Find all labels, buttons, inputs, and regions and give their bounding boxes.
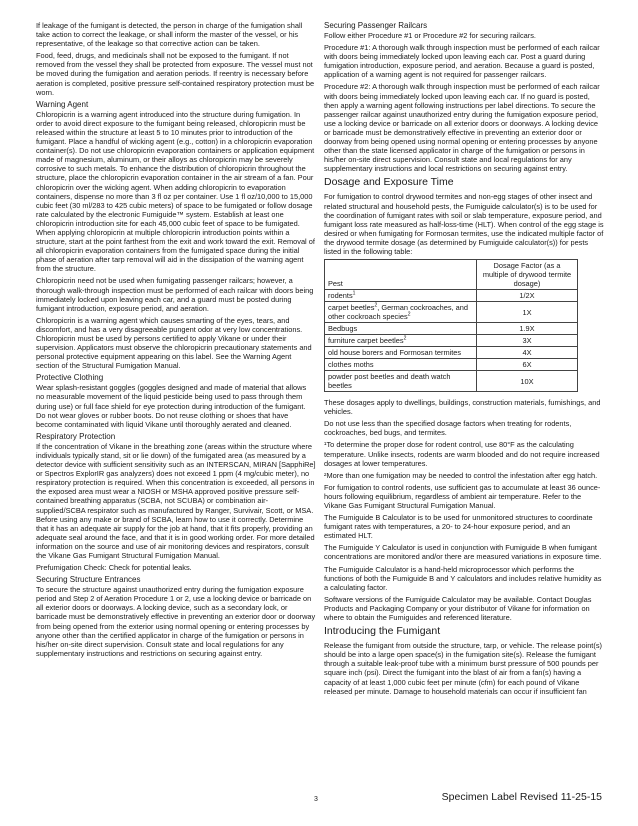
footnote-1: ¹To determine the proper dose for rodent control, use 80°F as the calculating temperature. Unlike insects, rodents are warm blooded and do not require increased dosages at lower temperatures. [324,440,600,468]
pest-cell: carpet beetles$^2$, German cockroaches, and other cockroach species$^2$ [325,302,477,323]
protective-clothing-heading: Protective Clothing [36,373,104,383]
prefumigation-check-paragraph: Prefumigation Check: Check for potential leaks. [36,563,192,573]
railcar-chloropicrin-paragraph: Chloropicrin need not be used when fumigating passenger railcars; however, a thorough walk-through inspection must be performed of each railcar with doors being immediately locked upon leaving each car, and a guard must be posted during fumigant introduction, exposure period, and aeration. [36,276,314,313]
leakage-paragraph: If leakage of the fumigant is detected, the person in charge of the fumigation shall take action to correct the leakage, or shall inform the master of the vessel, or his representative, of the leakage so that corrective action can be taken. [36,21,303,49]
table-row [325,323,578,335]
factor-cell: 4X [477,347,578,359]
securing-railcars-heading: Securing Passenger Railcars [324,21,428,30]
introducing-fumigant-paragraph: Release the fumigant from outside the structure, tarp, or vehicle. The release point(s) should be into a large open space(s) in the fumigation site(s). Release the fumigant through a suitable leak-proof tube with a minimum burst pressure of 500 pounds per square inch (psi). Direct the fumigant into the blast of air from a fan(s) having a capacity of at least 1,000 cubic feet per minute (cfm) for each pound of Vikane released per minute. Damage to household materials can occur if insufficient fan [324,641,602,696]
factor-cell: 1X [477,302,578,323]
software-versions-paragraph: Software versions of the Fumiguide Calculator may be available. Contact Douglas Products and Packaging Company or your distributor of Vikane for information on where to obtain the Fumiguides and referenced literature. [324,594,592,623]
rodent-fumigation-paragraph: For fumigation to control rodents, use sufficient gas to accumulate at least 36 ounce-hours following equilibrium, regardless of ambient air temperature. Refer to the Vikane Gas Fumigant Structural Fumigation Manual. [324,482,601,510]
pest-cell: furniture carpet beetles$^2$ [325,335,477,347]
securing-structure-paragraph: To secure the structure against unauthorized entry during the fumigation exposure period and Step 2 of Aeration Procedure 1 or 2, use a locking device or barricade on all exterior doors or doorways. A locking device, such as a secondary lock, or barricade must be demonstratively effective in preventing an exterior door or doorway from being opened from the exterior using normal opening or entering processes by anyone other than the certified applicator in charge of the fumigation or persons in his/her on-site direct supervision. Consult state and local regulations for any supplementary instructions and restrictions on securing against entry. [36,585,316,658]
minimum-dosage-paragraph: Do not use less than the specified dosage factors when treating for rodents, cockroaches, bed bugs, and termites. [324,419,572,438]
table-row [325,347,578,359]
dosage-factor-column-header: Dosage Factor (as a multiple of drywood termite dosage) [477,260,578,290]
chloropicrin-description-paragraph: Chloropicrin is a warning agent which causes smarting of the eyes, tears, and discomfort, and has a very disagreeable pungent odor at very low concentrations. Chloropicrin must be used by persons certified to apply Vikane or under their supervision. Applicators must observe the chloropicrin precautionary statements and personal protective equipment appearing on this label. See the Warning Agent section of the Structural Fumigation Manual. [36,315,312,371]
fumiguide-y-paragraph: The Fumiguide Y Calculator is used in conjunction with Fumiguide B when fumigant concentrations are monitored and/or there are measured variations in exposure time. [324,543,602,562]
railcar-procedure-intro: Follow either Procedure #1 or Procedure #2 for securing railcars. [324,31,536,40]
dosage-table-header [325,260,578,290]
dosage-exposure-heading: Dosage and Exposure Time [324,176,454,189]
footnote-2: ²More than one fumigation may be needed to control the infestation after egg hatch. [324,470,598,480]
railcar-procedure-1: Procedure #1: A thorough walk through inspection must be performed of each railcar with doors being immediately locked upon leaving each car. Post a guard during fumigation introduction, exposure period, and aeration. Because a guard is posted, application of a warning agent is not required for passenger railcars. [324,43,600,80]
pest-cell: powder post beetles and death watch beetles [325,371,477,392]
respiratory-protection-heading: Respiratory Protection [36,431,116,441]
table-row [325,371,578,392]
introducing-fumigant-heading: Introducing the Fumigant [324,625,441,638]
warning-agent-paragraph: Chloropicrin is a warning agent introduced into the structure during fumigation. In order to avoid direct exposure to the fumigant being released, chloropicrin must be released within the structure at least 5 to 10 minutes prior to introduction of the fumigant. Place a handful of wicking agent (e.g., cotton) in a chloropicrin evaporation container(s). Do not use chloropicrin evaporation containers or application equipment made of magnesium, aluminum, or their alloys as chloropicrin may be severely corrosive to such metals. To enhance the distribution of chloropicrin throughout the structure, place the chloropicrin evaporation container in the air stream of a fan. Pour chloropicrin over the wicking agent. When adding chloropicrin to evaporation containers, dispense no more than 3 fl oz per container. Use 1 fl oz/10,000 to 15,000 cubic feet (30 ml/283 to 425 cubic meters) of space to be fumigated or follow dosage rate calculated by the electronic Fumiguide™ system. Establish at least one chloropicrin introduction site for each 45,000 cubic feet of space to be fumigated. When applying chloropicrin at multiple chloropicrin introduction points within a structure, start at the point farthest from the exit and work toward the exit. Removal of all chloropicrin evaporation containers from the fumigated space during the initial phase of aeration after tarp removal will aid in the dissipation of the warning agent from the structure. [36,109,315,274]
pest-cell: rodents$^1$ [325,290,477,302]
factor-cell: 3X [477,335,578,347]
factor-cell: 6X [477,359,578,371]
left-column [36,21,316,661]
pest-cell: clothes moths [325,359,477,371]
dosage-table [324,259,578,392]
table-row [325,335,578,347]
factor-cell: 10X [477,371,578,392]
pest-cell: old house borers and Formosan termites [325,347,477,359]
table-row [325,302,578,323]
page-number: 3 [314,796,318,803]
securing-structure-heading: Securing Structure Entrances [36,575,141,585]
warning-agent-heading: Warning Agent [36,99,89,109]
respiratory-protection-paragraph: If the concentration of Vikane in the breathing zone (areas within the structure where individuals typically stand, sit or lie down) of the fumigated area (as measured by a detector device with sufficient sensitivity such as an INTERSCAN, MIRAN [SapphiRe] or Spectros ExplorIR gas analyzers) does not exceed 1 ppm (4 mg/cubic meter), no respiratory protection is required. When this concentration is exceeded, all persons in the exposed area must wear a NIOSH or MSHA approved positive pressure self-contained breathing apparatus (SCBA, not SCUBA) or combination air-supplied/SCBA respirator such as manufactured by Ranger, Survivair, Scott, or MSA. Before using any make or brand of SCBA, learn how to use it correctly. Determine that it has an adequate air supply for the job at hand, that it fits properly, providing an adequate seal around the face, and that it is in good working order. For more detailed information on the source and use of air monitoring devices and respirators, consult the Vikane Gas Fumigant Structural Fumigation Manual. [36,441,316,560]
food-feed-paragraph: Food, feed, drugs, and medicinals shall not be exposed to the fumigant. If not removed from the vessel they shall be protected from exposure. The vessel must not be moved during the fumigation and aeration periods. If reentry is necessary before aeration is completed, positive pressure self-contained respiratory protection must be worn. [36,51,315,97]
factor-cell: 1/2X [477,290,578,302]
right-column [324,21,604,699]
dosages-apply-paragraph: These dosages apply to dwellings, buildings, construction materials, furnishings, and vehicles. [324,398,601,417]
table-row [325,290,578,302]
pest-cell: Bedbugs [325,323,477,335]
factor-cell: 1.9X [477,323,578,335]
dosage-intro-paragraph: For fumigation to control drywood termites and non-egg stages of other insect and related structural and household pests, the Fumiguide calculator(s) is to be used for the coordination of fumigant rates with soil or slab temperature, exposure period, and fumigant loss rate measured as half-loss-time (HLT). When control of the egg stage is desired or when fumigating for Formosan termites, use the indicated multiple factor of the drywood termite dosage (as determined by Fumiguide calculator(s)) for pests listed in the following table: [324,192,604,256]
table-row [325,359,578,371]
revision-footer: Specimen Label Revised 11-25-15 [441,791,602,803]
fumiguide-b-paragraph: The Fumiguide B Calculator is to be used for unmonitored structures to coordinate fumigant rates with temperatures, a 20- to 24-hour exposure period, and an estimated HLT. [324,513,593,541]
fumiguide-calculator-paragraph: The Fumiguide Calculator is a hand-held microprocessor which performs the functions of both the Fumiguide B and Y calculators and includes relative humidity as a calculating factor. [324,564,602,592]
pest-column-header: Pest [325,260,477,290]
railcar-procedure-2: Procedure #2: A thorough walk through inspection must be performed of each railcar with doors being immediately locked upon leaving each car. If no guard is posted, then apply a warning agent following instructions per label directions. To secure the passenger railcar against unauthorized entry during the fumigation exposure period, use a locking device or barricade on all exterior doors or doorways. A locking device or barricade must be demonstratively effective in preventing an exterior door or doorway from being opened using normal opening or entering processes by anyone other than the state licensed applicator in charge of the fumigation or persons in his/her on-site direct supervision. Consult state and local regulations for any supplementary instructions and local restrictions on securing against entry. [324,82,600,174]
protective-clothing-paragraph: Wear splash-resistant goggles (goggles designed and made of material that allows no measurable movement of the liquid pesticide being used to pass through them during use) or full face shield for eye protection during introduction of the fumigant. Do not wear gloves or rubber boots. Do not reuse clothing or shoes that have become contaminated with liquid Vikane until thoroughly aerated and cleaned. [36,383,307,429]
